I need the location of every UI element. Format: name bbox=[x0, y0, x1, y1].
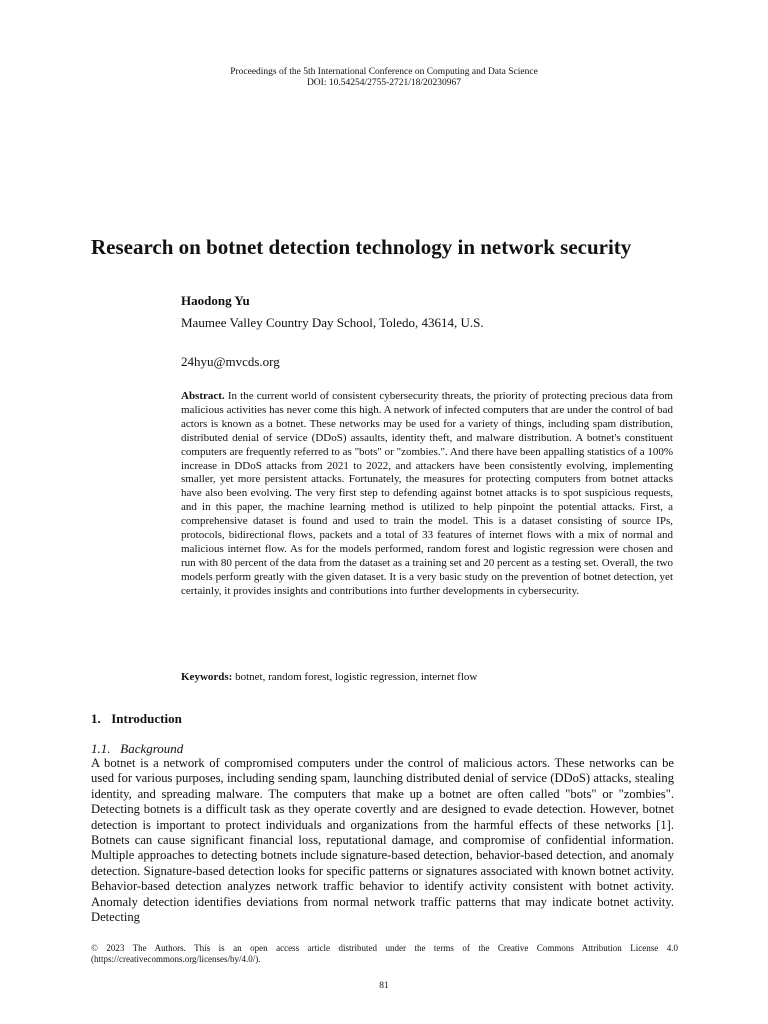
section-number: 1. bbox=[91, 711, 101, 726]
keywords bbox=[181, 671, 673, 684]
author-affiliation: Maumee Valley Country Day School, Toledo, 43614, U.S. bbox=[181, 315, 484, 330]
doi-line: DOI: 10.54254/2755-2721/18/20230967 bbox=[306, 78, 462, 88]
body-paragraph: A botnet is a network of compromised computers under the control of malicious actors. These networks can be used for various purposes, including sending spam, launching distributed denial of service (DDoS) attacks, stealing identity, and spreading malware. The computers that make up a botnet are often called "bots" or "zombies". Detecting botnets is a difficult task as they operate covertly and are designed to evade detection. However, botnet detection is important to protect individuals and organizations from the harmful effects of these networks [1]. Botnets can cause significant financial loss, reputational damage, and compromise of confidential information. Multiple approaches to detecting botnets include signature-based detection, behavior-based detection, and anomaly detection. Signature-based detection looks for specific patterns or signatures associated with known botnet activity. Behavior-based detection analyzes network traffic behavior to identify activity consistent with botnet activity. Anomaly detection identifies deviations from normal network traffic patterns that may indicate botnet activity. Detecting bbox=[91, 756, 674, 925]
paper-title: Research on botnet detection technology in network security bbox=[91, 235, 632, 259]
abstract bbox=[181, 390, 673, 599]
author-email: 24hyu@mvcds.org bbox=[181, 354, 280, 369]
proceedings-header bbox=[0, 67, 768, 89]
subsection-heading-background bbox=[91, 741, 183, 757]
abstract-text: In the current world of consistent cybersecurity threats, the priority of protecting precious data from malicious activities has never come this high. A network of infected computers that are under the control of bad actors is known as a botnet. These networks may be used for a variety of things, including spam distribution, distributed denial of service (DDoS) assaults, identity theft, and malware distribution. A botnet's constituent computers are frequently referred to as "bots" or "zombies.". And there have been appalling statistics of a 100% increase in DDoS attacks from 2021 to 2022, and attackers have been consistently evolving, implementing smaller, yet more persistent attacks. Fortunately, the measures for protecting computers from botnet attacks have also been evolving. The very first step to defending against botnet attacks is to spot suspicious requests, and in this paper, the machine learning method is utilized to help pinpoint the potential attacks. First, a comprehensive dataset is found and used to train the model. This is a dataset consisting of source IPs, protocols, bidirectional flows, packets and a total of 33 features of internet flows with a mix of normal and malicious internet flow. As for the models performed, random forest and logistic regression were chosen and run with 80 percent of the data from the dataset as a training set and 20 percent as a testing set. Overall, the two models perform greatly with the given dataset. It is a very basic study on the prevention of botnet detection, yet certainly, it provides insights and contributions into further developments in cybersecurity. bbox=[181, 390, 673, 597]
keywords-label: Keywords: bbox=[181, 671, 233, 683]
subsection-title: Background bbox=[120, 741, 184, 756]
page-number: 81 bbox=[379, 981, 389, 991]
author-name: Haodong Yu bbox=[181, 293, 250, 308]
license-footnote: © 2023 The Authors. This is an open access article distributed under the terms of the Creative Commons Attribution License 4.0 (https://creativecommons.org/licenses/by/4.0/). bbox=[91, 943, 678, 964]
author-block bbox=[181, 292, 681, 371]
section-heading-introduction bbox=[91, 711, 182, 727]
proceedings-title: Proceedings of the 5th International Conference on Computing and Data Science bbox=[230, 67, 538, 77]
keywords-text: botnet, random forest, logistic regression, internet flow bbox=[235, 671, 478, 683]
subsection-number: 1.1. bbox=[91, 741, 111, 756]
section-title: Introduction bbox=[111, 711, 182, 726]
abstract-label: Abstract. bbox=[181, 390, 225, 402]
